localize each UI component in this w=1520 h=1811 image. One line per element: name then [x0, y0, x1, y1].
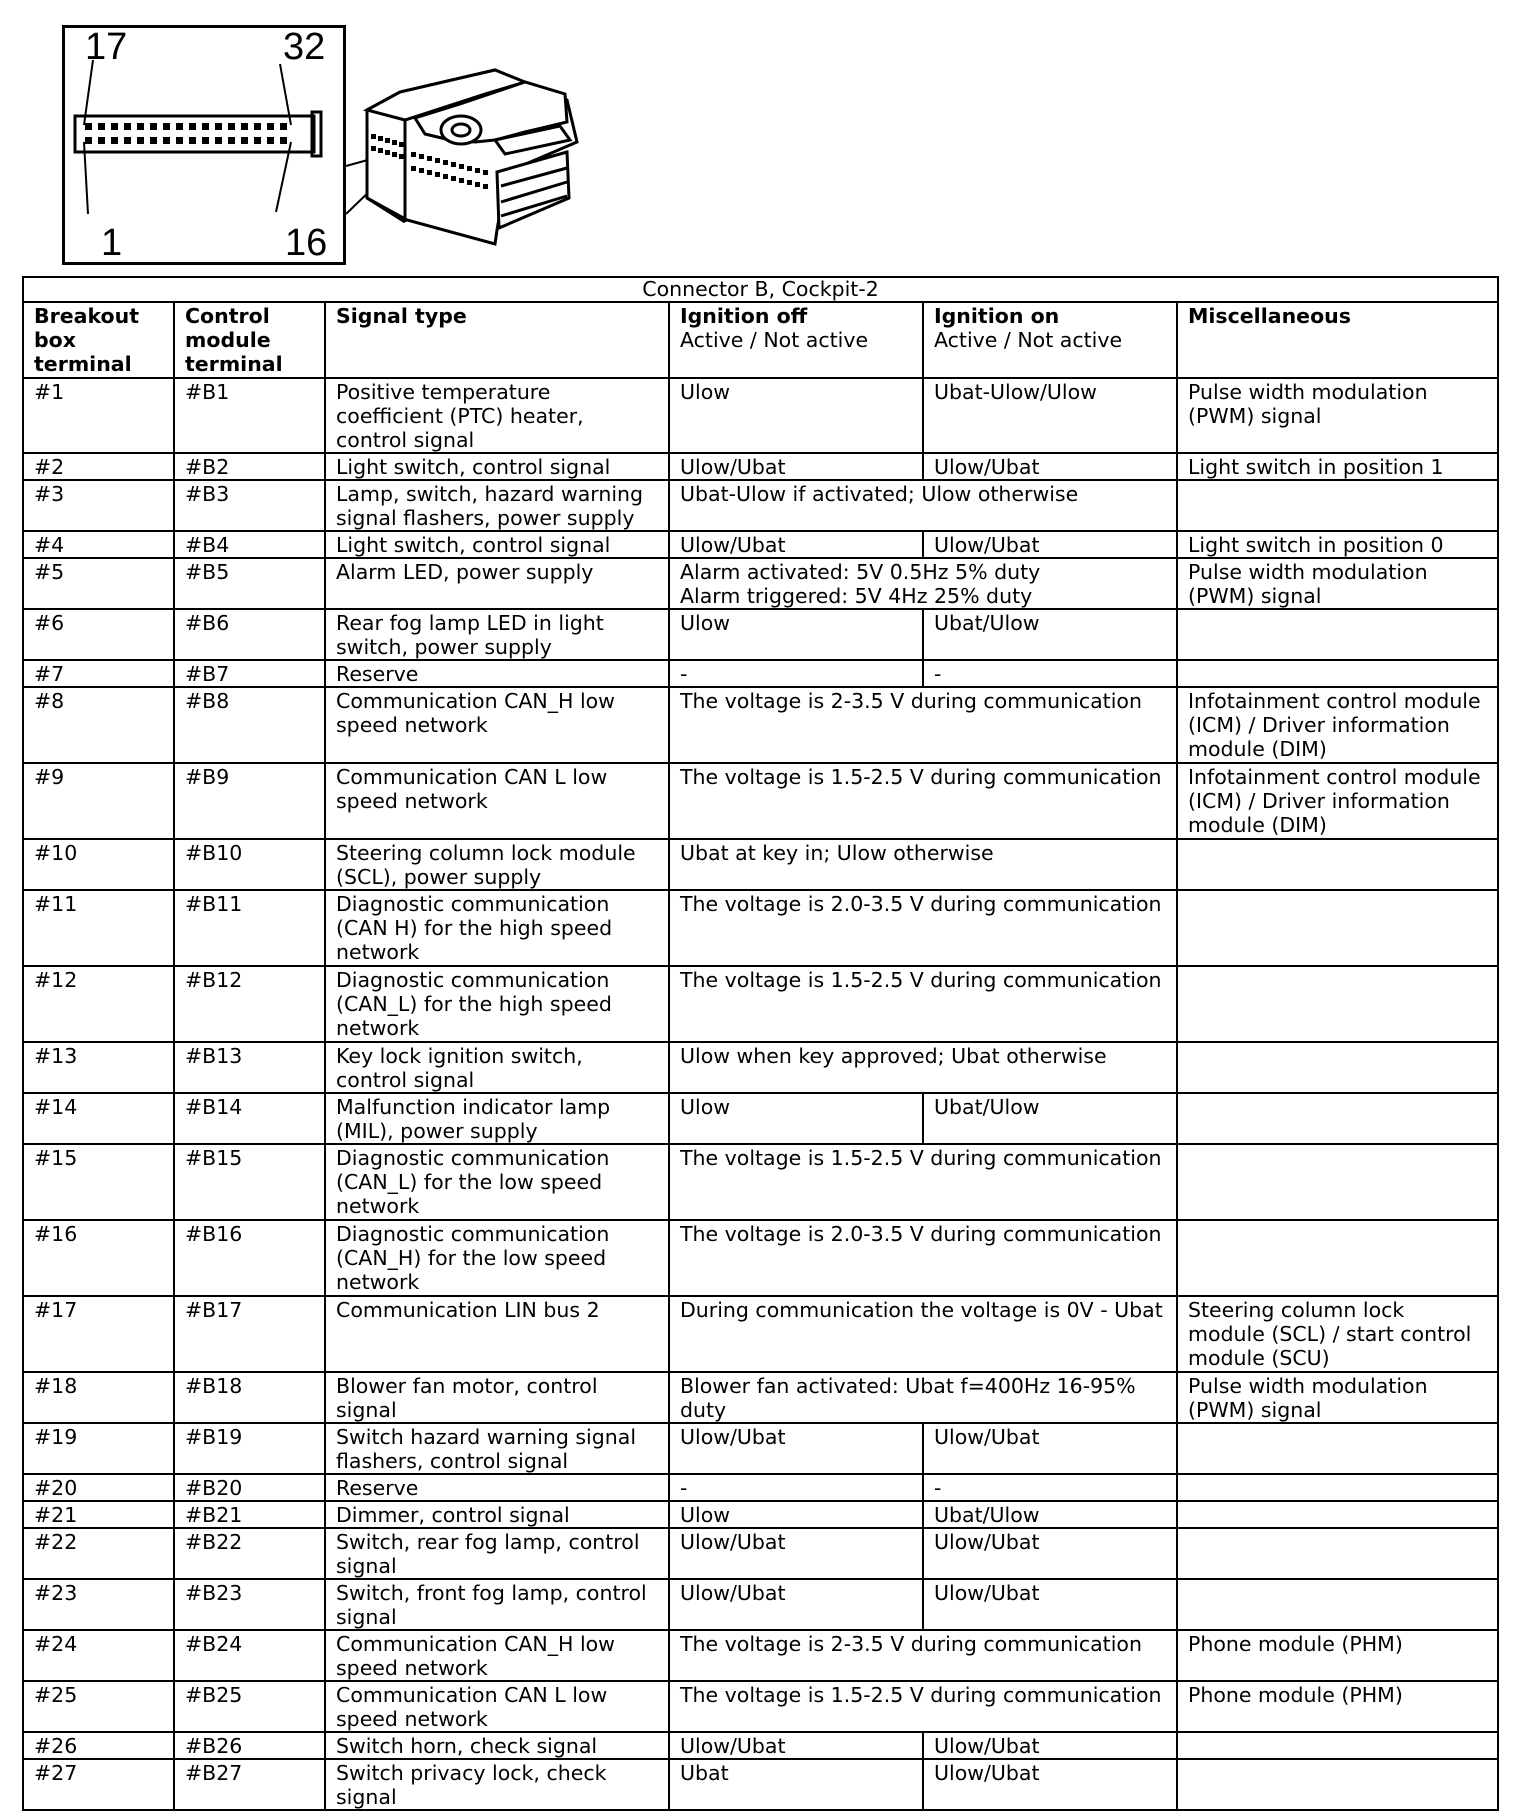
cell-signal-type: Steering column lock module (SCL), power supply	[325, 839, 669, 890]
pin-label-16: 16	[285, 222, 328, 264]
cell-breakout-terminal: #1	[23, 378, 174, 453]
header-ignition-on	[923, 302, 1177, 378]
cell-signal-type: Communication LIN bus 2	[325, 1296, 669, 1372]
cell-signal-type: Dimmer, control signal	[325, 1501, 669, 1528]
cell-control-terminal: #B21	[174, 1501, 325, 1528]
cell-ignition-off: Ulow/Ubat	[669, 1423, 923, 1474]
cell-ignition-off: -	[669, 1474, 923, 1501]
cell-breakout-terminal: #23	[23, 1579, 174, 1630]
cell-ignition-combined	[669, 839, 1177, 890]
cell-ignition-combined-text: During communication the voltage is 0V - Ubat	[680, 1298, 1163, 1322]
cell-ignition-combined	[669, 890, 1177, 966]
cell-signal-type: Reserve	[325, 1474, 669, 1501]
table-header-row	[23, 302, 1498, 378]
pin-label-17: 17	[85, 26, 128, 68]
cell-miscellaneous: Infotainment control module (ICM) / Driver information module (DIM)	[1177, 687, 1498, 763]
cell-signal-type: Communication CAN_H low speed network	[325, 1630, 669, 1681]
table-row	[23, 1423, 1498, 1474]
table-row	[23, 763, 1498, 839]
table-row	[23, 1042, 1498, 1093]
cell-miscellaneous: Pulse width modulation (PWM) signal	[1177, 378, 1498, 453]
cell-ignition-on: Ubat/Ulow	[923, 609, 1177, 660]
cell-signal-type: Switch, rear fog lamp, control signal	[325, 1528, 669, 1579]
cell-breakout-terminal: #25	[23, 1681, 174, 1732]
cell-miscellaneous	[1177, 480, 1498, 531]
cell-miscellaneous	[1177, 1423, 1498, 1474]
table-row	[23, 966, 1498, 1042]
connector-table	[22, 276, 1499, 1811]
header-misc: Miscellaneous	[1177, 302, 1498, 378]
cell-control-terminal: #B19	[174, 1423, 325, 1474]
cell-ignition-off: Ulow	[669, 378, 923, 453]
cell-breakout-terminal: #6	[23, 609, 174, 660]
cell-breakout-terminal: #24	[23, 1630, 174, 1681]
cell-ignition-combined	[669, 1630, 1177, 1681]
table-row	[23, 453, 1498, 480]
cell-miscellaneous	[1177, 890, 1498, 966]
table-row	[23, 1474, 1498, 1501]
header-ignition-off-title: Ignition off	[680, 304, 808, 328]
cell-miscellaneous	[1177, 839, 1498, 890]
cell-ignition-combined	[669, 763, 1177, 839]
cell-miscellaneous	[1177, 609, 1498, 660]
cell-miscellaneous: Light switch in position 1	[1177, 453, 1498, 480]
cell-control-terminal: #B14	[174, 1093, 325, 1144]
table-row	[23, 1501, 1498, 1528]
cell-signal-type: Light switch, control signal	[325, 453, 669, 480]
cell-control-terminal: #B3	[174, 480, 325, 531]
table-row	[23, 660, 1498, 687]
cell-miscellaneous	[1177, 1528, 1498, 1579]
header-ignition-on-title: Ignition on	[934, 304, 1060, 328]
cell-control-terminal: #B22	[174, 1528, 325, 1579]
cell-breakout-terminal: #8	[23, 687, 174, 763]
cell-breakout-terminal: #9	[23, 763, 174, 839]
cell-breakout-terminal: #4	[23, 531, 174, 558]
cell-ignition-combined-text: The voltage is 1.5-2.5 V during communication	[680, 968, 1162, 992]
header-breakout: Breakout box terminal	[23, 302, 174, 378]
cell-control-terminal: #B18	[174, 1372, 325, 1423]
cell-signal-type: Switch privacy lock, check signal	[325, 1759, 669, 1810]
cell-breakout-terminal: #12	[23, 966, 174, 1042]
cell-breakout-terminal: #15	[23, 1144, 174, 1220]
cell-ignition-combined-text: The voltage is 2.0-3.5 V during communication	[680, 892, 1162, 916]
cell-ignition-combined	[669, 1220, 1177, 1296]
cell-ignition-off: Ulow/Ubat	[669, 453, 923, 480]
cell-ignition-combined	[669, 1042, 1177, 1093]
cell-miscellaneous	[1177, 1732, 1498, 1759]
cell-miscellaneous	[1177, 1579, 1498, 1630]
cell-breakout-terminal: #5	[23, 558, 174, 609]
cell-ignition-combined-text: The voltage is 2.0-3.5 V during communication	[680, 1222, 1162, 1246]
cell-ignition-combined	[669, 480, 1177, 531]
cell-ignition-off: Ulow	[669, 609, 923, 660]
table-row	[23, 1681, 1498, 1732]
cell-signal-type: Diagnostic communication (CAN_L) for the low speed network	[325, 1144, 669, 1220]
cell-signal-type: Switch hazard warning signal flashers, control signal	[325, 1423, 669, 1474]
cell-breakout-terminal: #20	[23, 1474, 174, 1501]
cell-ignition-combined-text: Alarm activated: 5V 0.5Hz 5% duty	[680, 560, 1041, 584]
cell-control-terminal: #B8	[174, 687, 325, 763]
cell-signal-type: Alarm LED, power supply	[325, 558, 669, 609]
cell-ignition-combined	[669, 558, 1177, 609]
cell-control-terminal: #B24	[174, 1630, 325, 1681]
table-row	[23, 480, 1498, 531]
cell-miscellaneous	[1177, 660, 1498, 687]
cell-ignition-off: -	[669, 660, 923, 687]
cell-miscellaneous	[1177, 1093, 1498, 1144]
cell-ignition-combined-text: Ulow when key approved; Ubat otherwise	[680, 1044, 1107, 1068]
cell-miscellaneous: Steering column lock module (SCL) / start control module (SCU)	[1177, 1296, 1498, 1372]
cell-control-terminal: #B20	[174, 1474, 325, 1501]
table-row	[23, 839, 1498, 890]
cell-breakout-terminal: #17	[23, 1296, 174, 1372]
cell-miscellaneous	[1177, 966, 1498, 1042]
table-title: Connector B, Cockpit-2	[23, 277, 1498, 302]
cell-ignition-combined-text: Blower fan activated: Ubat f=400Hz 16-95% duty	[680, 1374, 1136, 1422]
cell-ignition-combined	[669, 966, 1177, 1042]
table-row	[23, 378, 1498, 453]
cell-breakout-terminal: #19	[23, 1423, 174, 1474]
cell-miscellaneous: Pulse width modulation (PWM) signal	[1177, 558, 1498, 609]
cell-ignition-on: Ubat/Ulow	[923, 1093, 1177, 1144]
cell-control-terminal: #B11	[174, 890, 325, 966]
cell-control-terminal: #B4	[174, 531, 325, 558]
cell-signal-type: Communication CAN_H low speed network	[325, 687, 669, 763]
table-row	[23, 1759, 1498, 1810]
cell-breakout-terminal: #27	[23, 1759, 174, 1810]
cell-breakout-terminal: #13	[23, 1042, 174, 1093]
cell-signal-type: Positive temperature coefficient (PTC) heater, control signal	[325, 378, 669, 453]
cell-control-terminal: #B27	[174, 1759, 325, 1810]
cell-signal-type: Key lock ignition switch, control signal	[325, 1042, 669, 1093]
cell-ignition-combined-text: The voltage is 1.5-2.5 V during communication	[680, 765, 1162, 789]
cell-miscellaneous	[1177, 1042, 1498, 1093]
cell-ignition-combined	[669, 1296, 1177, 1372]
cell-signal-type: Communication CAN L low speed network	[325, 1681, 669, 1732]
cell-control-terminal: #B6	[174, 609, 325, 660]
cell-signal-type: Diagnostic communication (CAN H) for the high speed network	[325, 890, 669, 966]
cell-ignition-off: Ulow	[669, 1093, 923, 1144]
cell-control-terminal: #B12	[174, 966, 325, 1042]
cell-ignition-on: Ulow/Ubat	[923, 453, 1177, 480]
cell-ignition-on: Ulow/Ubat	[923, 1579, 1177, 1630]
header-ignition-off-sub: Active / Not active	[680, 328, 869, 352]
cell-ignition-combined	[669, 1681, 1177, 1732]
cell-breakout-terminal: #18	[23, 1372, 174, 1423]
cell-control-terminal: #B13	[174, 1042, 325, 1093]
cell-control-terminal: #B23	[174, 1579, 325, 1630]
table-row	[23, 1579, 1498, 1630]
cell-breakout-terminal: #22	[23, 1528, 174, 1579]
cell-ignition-on: Ulow/Ubat	[923, 1732, 1177, 1759]
cell-control-terminal: #B5	[174, 558, 325, 609]
cell-signal-type: Reserve	[325, 660, 669, 687]
cell-signal-type: Communication CAN L low speed network	[325, 763, 669, 839]
cell-ignition-combined-text: Ubat at key in; Ulow otherwise	[680, 841, 994, 865]
cell-signal-type: Lamp, switch, hazard warning signal flashers, power supply	[325, 480, 669, 531]
cell-control-terminal: #B26	[174, 1732, 325, 1759]
header-signal: Signal type	[325, 302, 669, 378]
table-row	[23, 1144, 1498, 1220]
cell-ignition-on: Ulow/Ubat	[923, 1528, 1177, 1579]
cell-ignition-combined	[669, 1372, 1177, 1423]
cell-signal-type: Switch, front fog lamp, control signal	[325, 1579, 669, 1630]
table-row	[23, 1220, 1498, 1296]
cell-breakout-terminal: #2	[23, 453, 174, 480]
header-control: Control module terminal	[174, 302, 325, 378]
table-row	[23, 687, 1498, 763]
cell-control-terminal: #B9	[174, 763, 325, 839]
cell-control-terminal: #B7	[174, 660, 325, 687]
cell-breakout-terminal: #10	[23, 839, 174, 890]
cell-ignition-combined-text: The voltage is 1.5-2.5 V during communication	[680, 1146, 1162, 1170]
pinout-box-frame	[62, 25, 346, 265]
table-row	[23, 1093, 1498, 1144]
cell-ignition-on: -	[923, 1474, 1177, 1501]
cell-breakout-terminal: #11	[23, 890, 174, 966]
cell-miscellaneous: Phone module (PHM)	[1177, 1681, 1498, 1732]
table-row	[23, 609, 1498, 660]
cell-breakout-terminal: #26	[23, 1732, 174, 1759]
cell-ignition-off: Ulow/Ubat	[669, 1579, 923, 1630]
cell-ignition-on: Ulow/Ubat	[923, 1759, 1177, 1810]
cell-control-terminal: #B2	[174, 453, 325, 480]
cell-control-terminal: #B17	[174, 1296, 325, 1372]
cell-ignition-off: Ulow	[669, 1501, 923, 1528]
cell-ignition-combined-text: The voltage is 2-3.5 V during communication	[680, 1632, 1142, 1656]
pin-label-32: 32	[283, 26, 326, 68]
cell-ignition-on: -	[923, 660, 1177, 687]
cell-breakout-terminal: #3	[23, 480, 174, 531]
pin-label-1: 1	[101, 222, 123, 264]
cell-signal-type: Diagnostic communication (CAN_H) for the low speed network	[325, 1220, 669, 1296]
cell-ignition-off: Ulow/Ubat	[669, 1528, 923, 1579]
cell-miscellaneous	[1177, 1144, 1498, 1220]
cell-ignition-combined	[669, 1144, 1177, 1220]
table-row	[23, 1372, 1498, 1423]
cell-signal-type: Switch horn, check signal	[325, 1732, 669, 1759]
table-row	[23, 890, 1498, 966]
cell-breakout-terminal: #7	[23, 660, 174, 687]
header-ignition-off	[669, 302, 923, 378]
cell-control-terminal: #B10	[174, 839, 325, 890]
cell-control-terminal: #B25	[174, 1681, 325, 1732]
table-row	[23, 1296, 1498, 1372]
cell-signal-type: Blower fan motor, control signal	[325, 1372, 669, 1423]
table-title-row	[23, 277, 1498, 302]
table-row	[23, 558, 1498, 609]
table-row	[23, 1732, 1498, 1759]
cell-miscellaneous	[1177, 1759, 1498, 1810]
cell-ignition-off: Ulow/Ubat	[669, 1732, 923, 1759]
cell-ignition-on: Ubat-Ulow/Ulow	[923, 378, 1177, 453]
cell-ignition-combined-text-2: Alarm triggered: 5V 4Hz 25% duty	[680, 584, 1033, 608]
cell-miscellaneous	[1177, 1220, 1498, 1296]
connector-3d	[367, 70, 577, 244]
cell-miscellaneous: Phone module (PHM)	[1177, 1630, 1498, 1681]
cell-ignition-on: Ubat/Ulow	[923, 1501, 1177, 1528]
cell-signal-type: Malfunction indicator lamp (MIL), power supply	[325, 1093, 669, 1144]
table-row	[23, 531, 1498, 558]
cell-ignition-off: Ulow/Ubat	[669, 531, 923, 558]
cell-control-terminal: #B16	[174, 1220, 325, 1296]
cell-ignition-on: Ulow/Ubat	[923, 531, 1177, 558]
cell-control-terminal: #B15	[174, 1144, 325, 1220]
cell-miscellaneous: Infotainment control module (ICM) / Driver information module (DIM)	[1177, 763, 1498, 839]
table-row	[23, 1630, 1498, 1681]
cell-ignition-on: Ulow/Ubat	[923, 1423, 1177, 1474]
table-row	[23, 1528, 1498, 1579]
cell-ignition-combined-text: The voltage is 1.5-2.5 V during communication	[680, 1683, 1162, 1707]
cell-signal-type: Diagnostic communication (CAN_L) for the high speed network	[325, 966, 669, 1042]
cell-control-terminal: #B1	[174, 378, 325, 453]
cell-breakout-terminal: #14	[23, 1093, 174, 1144]
cell-signal-type: Rear fog lamp LED in light switch, power supply	[325, 609, 669, 660]
cell-ignition-combined-text: The voltage is 2-3.5 V during communication	[680, 689, 1142, 713]
cell-signal-type: Light switch, control signal	[325, 531, 669, 558]
cell-miscellaneous	[1177, 1501, 1498, 1528]
cell-breakout-terminal: #16	[23, 1220, 174, 1296]
cell-ignition-off: Ubat	[669, 1759, 923, 1810]
cell-miscellaneous: Light switch in position 0	[1177, 531, 1498, 558]
cell-miscellaneous: Pulse width modulation (PWM) signal	[1177, 1372, 1498, 1423]
header-ignition-on-sub: Active / Not active	[934, 328, 1123, 352]
cell-breakout-terminal: #21	[23, 1501, 174, 1528]
cell-ignition-combined	[669, 687, 1177, 763]
cell-miscellaneous	[1177, 1474, 1498, 1501]
cell-ignition-combined-text: Ubat-Ulow if activated; Ulow otherwise	[680, 482, 1079, 506]
